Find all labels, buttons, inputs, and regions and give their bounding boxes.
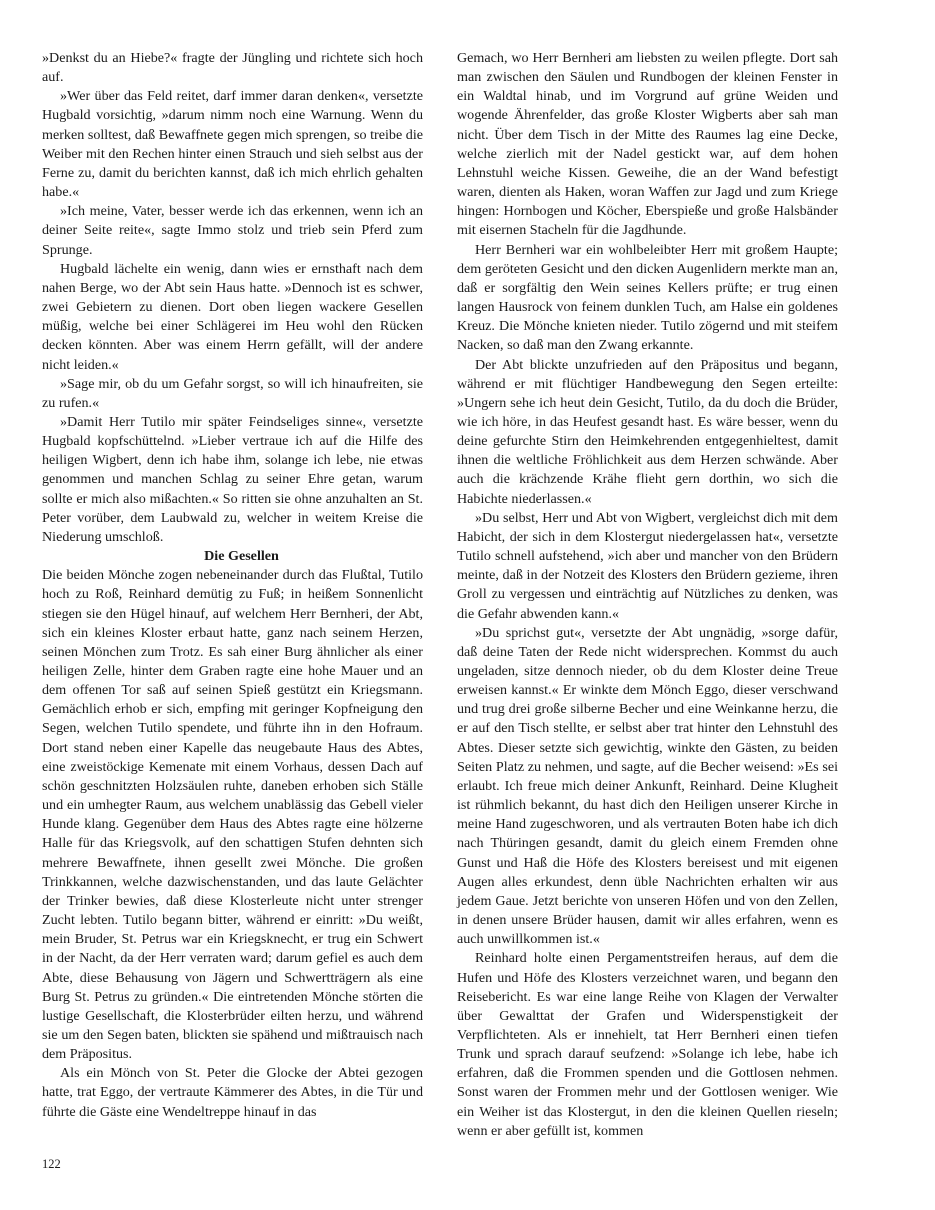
page-number: 122 [42,1157,61,1171]
paragraph: »Denkst du an Hiebe?« fragte der Jüngling und richtete sich hoch auf. [42,50,423,86]
chapter-heading: Die Gesellen [204,548,279,565]
paragraph: Gemach, wo Herr Bernheri am liebsten zu weilen pflegte. Dort sah man zwischen den Säulen und Rundbogen der kleinen Fenster in ein Waldtal hinab, und im Vorgrund auf grüne Weiden und wogende Ährenfelder, das große Kloster Wigberts aber sah man nicht. Über dem Tisch in der Mitte des Raumes lag eine Decke, welche zierlich mit der Nadel gestickt war, auf dem hohen Lehnstuhl weiche Kissen. Geweihe, die an der Wand befestigt waren, dienten als Haken, woran Waffen zur Jagd und zum Kriege hingen: Hornbogen und Köcher, Eberspieße und große Halsbänder mit eisernen Stacheln für die Jagdhunde. [457,50,838,239]
paragraph: Als ein Mönch von St. Peter die Glocke der Abtei gezogen hatte, trat Eggo, der vertraute Kämmerer des Abtes, in die Tür und führte die Gäste eine Wendeltreppe hinauf in das [42,1065,423,1120]
paragraph: Die beiden Mönche zogen nebeneinander durch das Flußtal, Tutilo hoch zu Roß, Reinhard demütig zu Fuß; in heißem Sonnenlicht stiegen sie den Hügel hinauf, auf welchem Herr Bernheri, der Abt, sich ein kleines Kloster erbaut hatte, ganz nach seinem Herzen, seinen Mönchen zum Trotz. Es sah einer Burg ähnlicher als einer heiligen Zelle, hinter dem Graben ragte eine hohe Mauer und an dem offenen Tor saß auf seinen Spieß gestützt ein Kriegsmann. Gemächlich erhob er sich, empfing mit geringer Kopfneigung den Segen, welchen Tutilo spendete, und führte ihn in den Hofraum. Dort stand neben einer Kapelle das neugebaute Haus des Abtes, eine zweistöckige Kemenate mit einem Vorhaus, dessen Dach auf schön geschnitzten Holzsäulen ruhte, daneben erhoben sich Ställe und ein umhegter Raum, aus welchem unablässig das Gebell vieler Hunde klang. Gegenüber dem Haus des Abtes ragte eine hölzerne Halle für das Kriegsvolk, auf den schattigen Stufen dehnten sich mehrere Bewaffnete, ihnen gesellt zwei Mönche. Die großen Trinkkannen, welche dazwischenstanden, und das laute Gelächter der Trinker bewies, daß diese Klosterleute nicht unter strenger Zucht lebten. Tutilo begann bitter, während er einritt: »Du weißt, mein Bruder, St. Petrus war ein Kriegsknecht, er trug ein Schwert in der Nacht, da der Herr verraten ward; darum gefiel es auch dem Abte, diese Behausung von Jägern und Schwertträgern als eine Burg St. Petrus zu gründen.« Die eintretenden Mönche störten die lustige Gesellschaft, die Klosterbrüder eilten herzu, und während sie um den Segen baten, blickten sie spähend und mißtrauisch nach dem Präpositus. [42,567,423,1063]
right-column [457,49,838,1141]
paragraph: »Du selbst, Herr und Abt von Wigbert, vergleichst dich mit dem Habicht, der sich in dem Klostergut niedergelassen hat«, versetzte Tutilo schnell aufstehend, »ich aber und mancher von den Brüdern meinte, daß in der Notzeit des Klosters den Brüdern gezieme, ihren Groll zu vergessen und einträchtig auf Nützliches zu denken, was die Gefahr abwenden kann.« [457,509,838,622]
paragraph: »Wer über das Feld reitet, darf immer daran denken«, versetzte Hugbald vorsichtig, »darum nimm noch eine Warnung. Wenn du merken solltest, daß Bewaffnete gegen mich sprengen, so treibe die Weiber mit den Rechen hinter einen Strauch und sieh selbst aus der Ferne zu, damit du berichten kannst, daß ich mich ehrlich gehalten habe.« [42,88,423,201]
paragraph: Reinhard holte einen Pergamentstreifen heraus, auf dem die Hufen und Höfe des Klosters verzeichnet waren, und begann den Reisebericht. Es war eine lange Reihe von Klagen der Verwalter über Gewalttat der Grafen und Widerspenstigkeit der Verpflichteten. Als er innehielt, tat Herr Bernheri einen tiefen Trunk und sprach darauf seufzend: »Solange ich lebe, habe ich erfahren, daß die Frommen spenden und die Gottlosen nehmen. Sonst waren der Frommen mehr und der Gottlosen weniger. Wie ein Weiher ist das Klostergut, in den die kleinen Quellen rieseln; wenn er aber gefüllt ist, kommen [457,950,838,1139]
left-column [42,49,423,1122]
paragraph: »Damit Herr Tutilo mir später Feindseliges sinne«, versetzte Hugbald kopfschüttelnd. »Lieber vertraue ich auf die Hilfe des heiligen Wigbert, denn ich habe ihm, solange ich lebe, nie etwas genommen und manchen Schlag zu seiner Ehre getan, warum sollte er mich also mißachten.« So ritten sie ohne anzuhalten an St. Peter vorüber, dem Laubwald zu, welcher in weitem Kreise die Niederung umschloß. [42,413,423,545]
paragraph: Herr Bernheri war ein wohlbeleibter Herr mit großem Haupte; dem geröteten Gesicht und den dicken Augenlidern merkte man an, daß er sorgfältig den Wein seines Kellers prüfte; er trug einen langen Hausrock von feinem dunklen Tuch, am Halse ein goldenes Kreuz. Die Mönche knieten nieder. Tutilo zögernd und mit steifem Nacken, so daß man den Zwang erkannte. [457,241,838,354]
paragraph: »Du sprichst gut«, versetzte der Abt ungnädig, »sorge dafür, daß deine Taten der Rede nicht widersprechen. Kommst du auch ungeladen, sitze dennoch nieder, ob du dem Kloster deine Treue erweisen kannst.« Er winkte dem Mönch Eggo, dieser verschwand und trug drei große silberne Becher und eine Weinkanne herzu, die er auf den Tisch stellte, er selbst aber trat hinter den Lehnstuhl des Abtes. Dieser setzte sich gewichtig, winkte den Gästen, zu beiden Seiten Platz zu nehmen, und sagte, auf die Becher weisend: »Es sei erlaubt. Ich freue mich deiner Ankunft, Reinhard. Deine Klugheit ist rühmlich bekannt, du hast dich den Heiligen unserer Kirche in meine Hand zugeschworen, und als vertrauten Boten habe ich dich nach Thüringen gesandt, damit du gleich einem Fremden ohne Gunst und Haß die Höfe des Klosters bereisest und mit eigenen Augen alles erkundest, denn üble Nachrichten erhalten wir aus jedem Gaue. Jetzt berichte von unseren Höfen und von den Zellen, in denen unsere Brüder hausen, damit wir alles erfahren, wenn es auch unwillkommen ist.« [457,624,838,948]
paragraph: »Ich meine, Vater, besser werde ich das erkennen, wenn ich an deiner Seite reite«, sagte Immo stolz und trieb sein Pferd zum Sprunge. [42,203,423,258]
paragraph: »Sage mir, ob du um Gefahr sorgst, so will ich hinaufreiten, sie zu rufen.« [42,375,423,411]
paragraph: Hugbald lächelte ein wenig, dann wies er ernsthaft nach dem nahen Berge, wo der Abt sein Haus hatte. »Dennoch ist es schwer, zwei Gebietern zu dienen. Dort oben liegen wackere Gesellen müßig, welche bei einer Schlägerei im Heu wohl den Rücken decken könnten. Aber was einem Herrn gefällt, will der andere nicht leiden.« [42,260,423,373]
paragraph: Der Abt blickte unzufrieden auf den Präpositus und begann, während er mit flüchtiger Handbewegung den Segen erteilte: »Ungern sehe ich heut dein Gesicht, Tutilo, da du doch die Brüder, wie ich höre, in das Heufest gesandt hast. Es wäre besser, wenn du deine gefurchte Stirn den Heimkehrenden entgegenhieltest, damit ihnen die weltliche Fröhlichkeit aus dem Herzen schwände. Aber auch die krächzende Krähe flieht gern dorthin, wo sich die Habichte niederlassen.« [457,356,838,507]
